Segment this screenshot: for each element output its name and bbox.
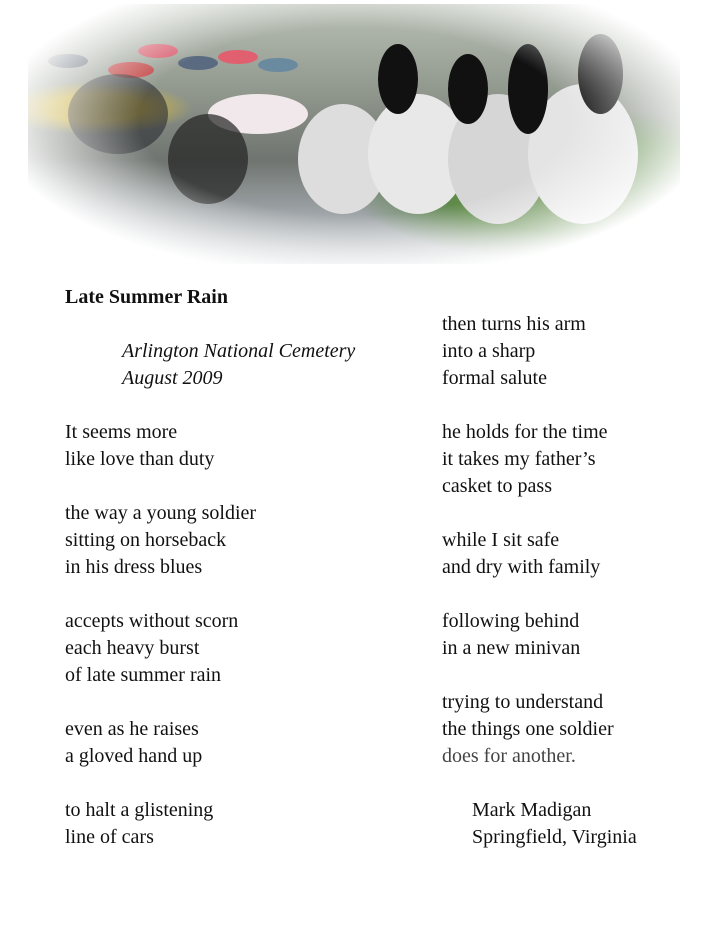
author-name: Mark Madigan [472,799,592,821]
poem-line: the things one soldier [442,718,614,740]
poem-line: trying to understand [442,691,604,713]
poem-line: casket to pass [442,475,552,497]
poem-line: into a sharp [442,340,536,362]
funeral-procession-painting [28,4,680,264]
poem-line: formal salute [442,367,547,389]
poem-line: to halt a glistening [65,799,214,821]
poem-line: a gloved hand up [65,745,203,767]
poem-line: accepts without scorn [65,610,239,632]
poem-line: of late summer rain [65,664,222,686]
poem-line: in his dress blues [65,556,203,578]
poem-left-column [65,284,355,851]
poem-location: Arlington National Cemetery [122,340,356,362]
poem-line: while I sit safe [442,529,560,551]
poem-line: even as he raises [65,718,199,740]
poem-line: It seems more [65,421,178,443]
poem-line: he holds for the time [442,421,608,443]
poem-line: then turns his arm [442,313,586,335]
poem-line: in a new minivan [442,637,581,659]
poem-line: line of cars [65,826,154,848]
poem-line: sitting on horseback [65,529,227,551]
poem-right-column [442,311,637,851]
poem-line: like love than duty [65,448,215,470]
poem-date: August 2009 [122,367,223,389]
poem-line: it takes my father’s [442,448,596,470]
poem-line: following behind [442,610,580,632]
poem-line: and dry with family [442,556,601,578]
poem-line: each heavy burst [65,637,200,659]
poem-line: does for another. [442,745,576,767]
author-location: Springfield, Virginia [472,826,637,848]
poem-title: Late Summer Rain [65,286,228,308]
poem-line: the way a young soldier [65,502,257,524]
